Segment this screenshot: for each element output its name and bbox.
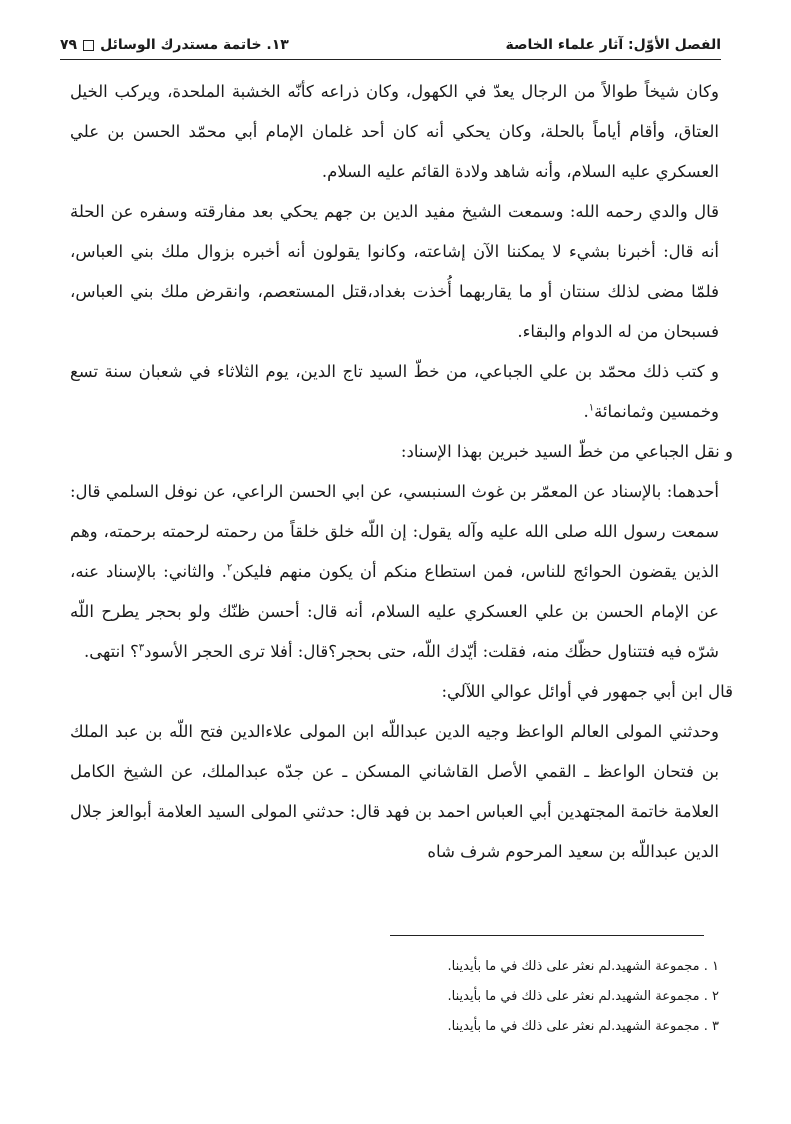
paragraph-text: و كتب ذلك محمّد بن علي الجباعي، من خطّ السيد تاج الدين، يوم الثلاثاء في شعبان سنة تسع وخمسين وثمانمائة	[70, 362, 719, 421]
paragraph-7	[70, 712, 719, 872]
footnote-1: ١ . مجموعة الشهيد.لم نعثر على ذلك في ما بأيدينا.	[447, 959, 719, 974]
paragraph-text: وحدثني المولى العالم الواعظ وجيه الدين عبداللّه ابن المولى علاءالدين فتح اللّه بن عبد الملك بن فتحان الواعظ ـ القمي الأصل القاشاني المسكن ـ عن جدّه عبدالملك، عن الشيخ الكامل العلامة خاتمة المجتهدين أبي العباس احمد بن فهد قال: حدثني المولى السيد العلامة أبوالعز جلال الدين عبداللّه بن سعيد المرحوم شرف شاه	[70, 722, 719, 861]
book-title-group	[60, 37, 289, 53]
book-title: ١٣. خاتمة مستدرك الوسائل	[100, 37, 289, 53]
paragraph-text: قال ابن أبي جمهور في أوائل عوالي اللآلي:	[441, 682, 733, 701]
paragraph-text: و نقل الجباعي من خطّ السيد خبرين بهذا الإسناد:	[400, 442, 733, 461]
header-rule	[60, 59, 721, 60]
square-icon	[83, 40, 94, 51]
page-number: ٧٩	[60, 37, 78, 53]
footnote-2: ٢ . مجموعة الشهيد.لم نعثر على ذلك في ما بأيدينا.	[447, 989, 719, 1004]
running-header	[60, 30, 721, 60]
footnote-ref-3[interactable]: ٣	[138, 642, 145, 654]
footnote-3: ٣ . مجموعة الشهيد.لم نعثر على ذلك في ما بأيدينا.	[447, 1019, 719, 1034]
paragraph-4	[70, 432, 733, 472]
footnote-rule	[390, 935, 704, 936]
body-text	[70, 72, 733, 872]
paragraph-text: أحدهما: بالإسناد عن المعمّر بن غوث السنبسي، عن ابي الحسن الراعي، عن نوفل السلمي قال: سمعت رسول الله صلى الله عليه وآله يقول: إن اللّه خلق خلقاً من رحمته لرحمته برحمته، وهم الذين يقضون الحوائج للناس، فمن استطاع منكم أن يكون منهم فليكن	[70, 482, 719, 581]
paragraph-3	[70, 352, 719, 432]
paragraph-text: قال والدي رحمه الله: وسمعت الشيخ مفيد الدين بن جهم يحكي بعد مفارقته وسفره عن الحلة أنه قال: أخبرنا بشيء لا يمكننا الآن إشاعته، وكانوا يقولون أنه أخبره بزوال ملك بني العباس، فلمّا مضى لذلك سنتان أو ما يقاربهما أُخذت بغداد،قتل المستعصم، وانقرض ملك بني العباس، فسبحان من له الدوام والبقاء.	[70, 202, 719, 341]
footnotes	[448, 952, 720, 1042]
paragraph-tail: .	[214, 562, 227, 581]
paragraph-text: والثاني: بالإسناد عنه، عن الإمام الحسن بن علي العسكري عليه السلام، أنه قال: أحسن ظنّك ولو بحجر يطرح اللّه شرّه فيه فتتناول حظّك منه، فقلت: أيّدك اللّه، حتى بحجر؟قال: أفلا ترى الحجر الأسود	[70, 562, 719, 661]
footnote-ref-2[interactable]: ٢	[226, 562, 233, 574]
footnote-ref-1[interactable]: ١	[588, 402, 595, 414]
paragraph-text: وكان شيخاً طوالاً من الرجال يعدّ في الكهول، وكان ذراعه كأنّه الخشبة الملحدة، ويركب الخيل العتاق، وأقام أياماً بالحلة، وكان يحكي أنه كان أحد غلمان الإمام أبي محمّد الحسن بن علي العسكري عليه السلام، وأنه شاهد ولادة القائم عليه السلام.	[70, 82, 719, 181]
chapter-title: الفصل الأوّل: آثار علماء الخاصة	[505, 37, 721, 53]
paragraph-2	[70, 192, 719, 352]
paragraph-tail: ؟ انتهى.	[84, 642, 139, 661]
paragraph-6	[70, 672, 733, 712]
paragraph-1	[70, 72, 719, 192]
paragraph-5	[70, 472, 719, 672]
paragraph-tail: .	[583, 402, 589, 421]
